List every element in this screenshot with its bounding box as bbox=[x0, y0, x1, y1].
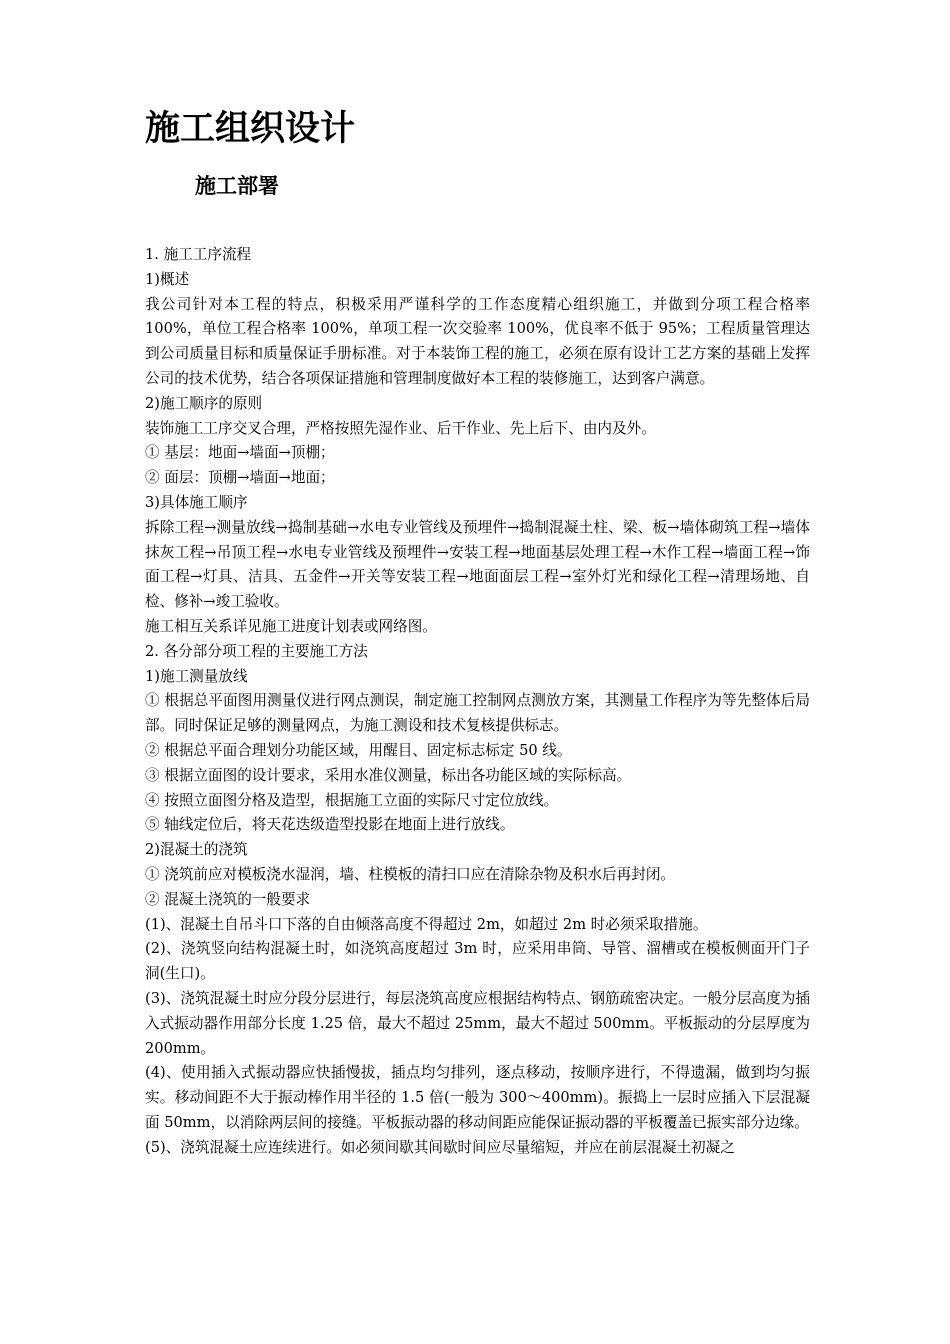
document-title: 施工组织设计 bbox=[145, 108, 356, 149]
subheading-overview: 1)概述 bbox=[145, 270, 190, 288]
paragraph-relationship-note: 施工相互关系详见施工进度计划表或网络图。 bbox=[145, 617, 437, 635]
paragraph-sequence-principle: 装饰施工工序交叉合理，严格按照先湿作业、后干作业、先上后下、由内及外。 bbox=[145, 419, 656, 437]
requirement-item-3: (3)、浇筑混凝土时应分段分层进行，每层浇筑高度应根据结构特点、钢筋疏密决定。一般分层高度为插入式振动器作用部分长度 1.25 倍，最大不超过 25mm，最大不超过 500mm。平板振动的分层厚度为 200mm。 bbox=[145, 989, 810, 1057]
list-item-survey-2: ② 根据总平面合理划分功能区域，用醒目、固定标志标定 50 线。 bbox=[145, 741, 572, 759]
list-item-survey-1: ① 根据总平面图用测量仪进行网点测误，制定施工控制网点测放方案，其测量工作程序为等先整体后局部。同时保证足够的测量网点，为施工测设和技术复核提供标志。 bbox=[145, 692, 810, 735]
subheading-sequence-principle: 2)施工顺序的原则 bbox=[145, 394, 263, 412]
paragraph-overview: 我公司针对本工程的特点，积极采用严谨科学的工作态度精心组织施工，并做到分项工程合格率 100%，单位工程合格率 100%，单项工程一次交验率 100%，优良率不低于 95%；工程质量管理达到公司质量目标和质量保证手册标准。对于本装饰工程的施工，必须在原有设计工艺方案的基础上发挥公司的技术优势，结合各项保证措施和管理制度做好本工程的装修施工，达到客户满意。 bbox=[145, 295, 810, 387]
requirement-item-5: (5)、浇筑混凝土应连续进行。如必须间歇其间歇时间应尽量缩短，并应在前层混凝土初凝之 bbox=[145, 1138, 735, 1156]
subheading-specific-sequence: 3)具体施工顺序 bbox=[145, 493, 248, 511]
list-item-concrete-2: ② 混凝土浇筑的一般要求 bbox=[145, 890, 311, 908]
section-title: 施工部署 bbox=[195, 173, 279, 198]
requirement-item-2: (2)、浇筑竖向结构混凝土时，如浇筑高度超过 3m 时，应采用串筒、导管、溜槽或在模板侧面开门子洞(生口)。 bbox=[145, 940, 810, 983]
document-body bbox=[145, 243, 810, 1160]
subheading-surveying: 1)施工测量放线 bbox=[145, 667, 248, 685]
list-item-concrete-1: ① 浇筑前应对模板浇水湿润，墙、柱模板的清扫口应在清除杂物及积水后再封闭。 bbox=[145, 865, 676, 883]
subheading-concrete-pouring: 2)混凝土的浇筑 bbox=[145, 841, 248, 859]
heading-construction-methods: 2. 各分部分项工程的主要施工方法 bbox=[145, 642, 368, 660]
list-item-survey-5: ⑤ 轴线定位后，将天花迭级造型投影在地面上进行放线。 bbox=[145, 816, 515, 834]
heading-process-flow: 1. 施工工序流程 bbox=[145, 246, 252, 263]
paragraph-specific-sequence: 拆除工程→测量放线→捣制基础→水电专业管线及预埋件→捣制混凝土柱、梁、板→墙体砌筑工程→墙体抹灰工程→吊顶工程→水电专业管线及预埋件→安装工程→地面基层处理工程→木作工程→墙面工程→饰面工程→灯具、洁具、五金件→开关等安装工程→地面面层工程→室外灯光和绿化工程→清理场地、自检、修补→竣工验收。 bbox=[145, 518, 810, 611]
requirement-item-1: (1)、混凝土自吊斗口下落的自由倾落高度不得超过 2m，如超过 2m 时必须采取措施。 bbox=[145, 915, 708, 933]
list-item-surface-layer: ② 面层：顶棚→墙面→地面； bbox=[145, 469, 335, 487]
list-item-survey-3: ③ 根据立面图的设计要求，采用水准仪测量，标出各功能区域的实际标高。 bbox=[145, 766, 632, 784]
requirement-item-4: (4)、使用插入式振动器应快插慢拔，插点均匀排列，逐点移动，按顺序进行，不得遗漏，做到均匀振实。移动间距不大于振动棒作用半径的 1.5 倍(一般为 300～400mm)。振捣上一层时应插入下层混凝面 50mm，以消除两层间的接缝。平板振动器的移动间距应能保证振动器的平板覆盖已振实部分边缘。 bbox=[145, 1064, 810, 1131]
list-item-survey-4: ④ 按照立面图分格及造型，根据施工立面的实际尺寸定位放线。 bbox=[145, 791, 559, 809]
list-item-base-layer: ① 基层：地面→墙面→顶棚； bbox=[145, 444, 335, 462]
